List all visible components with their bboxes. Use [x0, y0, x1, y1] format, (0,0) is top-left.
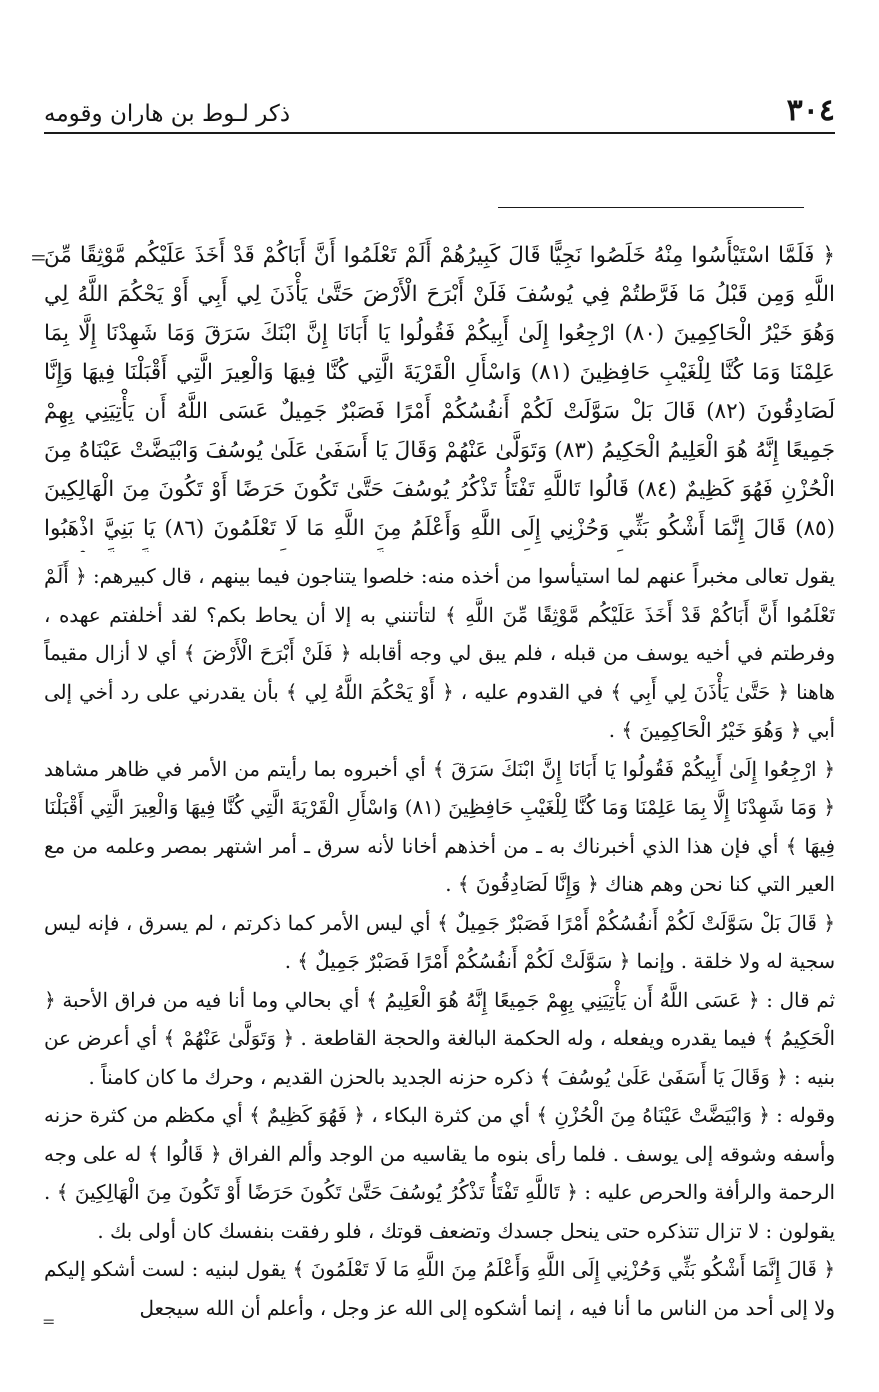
margin-mark-top: = — [30, 245, 47, 269]
page-number: ٣٠٤ — [786, 93, 835, 128]
commentary-paragraph-1: يقول تعالى مخبراً عنهم لما استيأسوا من أخذه منه: خلصوا يتناجون فيما بينهم ، قال كبيرهم: ﴿ أَلَمْ تَعْلَمُوا أَنَّ أَبَاكُمْ قَدْ أَخَذَ عَلَيْكُم مَّوْثِقًا مِّنَ اللَّهِ ﴾ لتأتنني به إلا أن يحاط بكم؟ لقد أخلفتم عهده ، وفرطتم في أخيه يوسف من قبله ، فلم يبق لي وجه أقابله ﴿ فَلَنْ أَبْرَحَ الْأَرْضَ ﴾ أي لا أزال مقيماً هاهنا ﴿ حَتَّىٰ يَأْذَنَ لِي أَبِي ﴾ في القدوم عليه ، ﴿ أَوْ يَحْكُمَ اللَّهُ لِي ﴾ بأن يقدرني على رد أخي إلى أبي ﴿ وَهُوَ خَيْرُ الْحَاكِمِينَ ﴾ . — [44, 565, 835, 742]
commentary-paragraph-3: ﴿ قَالَ بَلْ سَوَّلَتْ لَكُمْ أَنفُسُكُمْ أَمْرًا فَصَبْرٌ جَمِيلٌ ﴾ أي ليس الأمر كما ذكرتم ، لم يسرق ، فإنه ليس سجية له ولا خلقة . وإنما ﴿ سَوَّلَتْ لَكُمْ أَنفُسُكُمْ أَمْرًا فَصَبْرٌ جَمِيلٌ ﴾ . — [44, 911, 835, 973]
commentary-paragraph-4: ثم قال : ﴿ عَسَى اللَّهُ أَن يَأْتِيَنِي بِهِمْ جَمِيعًا إِنَّهُ هُوَ الْعَلِيمُ ﴾ أي بحالي وما أنا فيه من فراق الأحبة ﴿ الْحَكِيمُ ﴾ فيما يقدره ويفعله ، وله الحكمة البالغة والحجة القاطعة . ﴿ وَتَوَلَّىٰ عَنْهُمْ ﴾ أي أعرض عن بنيه : ﴿ وَقَالَ يَا أَسَفَىٰ عَلَىٰ يُوسُفَ ﴾ ذكره حزنه الجديد بالحزن القديم ، وحرك ما كان كامناً . — [44, 988, 835, 1089]
commentary-paragraph-6: ﴿ قَالَ إِنَّمَا أَشْكُو بَثِّي وَحُزْنِي إِلَى اللَّهِ وَأَعْلَمُ مِنَ اللَّهِ مَا لَا تَعْلَمُونَ ﴾ يقول لبنيه : لست أشكو إليكم ولا إلى أحد من الناس ما أنا فيه ، إنما أشكوه إلى الله عز وجل ، وأعلم أن الله سيجعل — [44, 1258, 835, 1320]
section-rule — [498, 207, 804, 208]
commentary-body — [44, 558, 835, 1358]
commentary-paragraph-2: ﴿ ارْجِعُوا إِلَىٰ أَبِيكُمْ فَقُولُوا يَا أَبَانَا إِنَّ ابْنَكَ سَرَقَ ﴾ أي أخبروه بما رأيتم من الأمر في ظاهر مشاهد ﴿ وَمَا شَهِدْنَا إِلَّا بِمَا عَلِمْنَا وَمَا كُنَّا لِلْغَيْبِ حَافِظِينَ (٨١) وَاسْأَلِ الْقَرْيَةَ الَّتِي كُنَّا فِيهَا وَالْعِيرَ الَّتِي أَقْبَلْنَا فِيهَا ﴾ أي فإن هذا الذي أخبرناك به ـ من أخذهم أخانا لأنه سرق ـ أمر اشتهر بمصر وعلمه من مع العير التي كنا نحن وهم هناك ﴿ وَإِنَّا لَصَادِقُونَ ﴾ . — [44, 757, 835, 896]
margin-mark-bottom: = — [42, 1312, 56, 1331]
page-header — [44, 82, 835, 134]
quran-verses-block — [44, 236, 835, 552]
quran-verses-text: ﴿ فَلَمَّا اسْتَيْأَسُوا مِنْهُ خَلَصُوا نَجِيًّا قَالَ كَبِيرُهُمْ أَلَمْ تَعْلَمُوا أَنَّ أَبَاكُمْ قَدْ أَخَذَ عَلَيْكُم مَّوْثِقًا مِّنَ اللَّهِ وَمِن قَبْلُ مَا فَرَّطتُمْ فِي يُوسُفَ فَلَنْ أَبْرَحَ الْأَرْضَ حَتَّىٰ يَأْذَنَ لِي أَبِي أَوْ يَحْكُمَ اللَّهُ لِي وَهُوَ خَيْرُ الْحَاكِمِينَ (٨٠) ارْجِعُوا إِلَىٰ أَبِيكُمْ فَقُولُوا يَا أَبَانَا إِنَّ ابْنَكَ سَرَقَ وَمَا شَهِدْنَا إِلَّا بِمَا عَلِمْنَا وَمَا كُنَّا لِلْغَيْبِ حَافِظِينَ (٨١) وَاسْأَلِ الْقَرْيَةَ الَّتِي كُنَّا فِيهَا وَالْعِيرَ الَّتِي أَقْبَلْنَا فِيهَا وَإِنَّا لَصَادِقُونَ (٨٢) قَالَ بَلْ سَوَّلَتْ لَكُمْ أَنفُسُكُمْ أَمْرًا فَصَبْرٌ جَمِيلٌ عَسَى اللَّهُ أَن يَأْتِيَنِي بِهِمْ جَمِيعًا إِنَّهُ هُوَ الْعَلِيمُ الْحَكِيمُ (٨٣) وَتَوَلَّىٰ عَنْهُمْ وَقَالَ يَا أَسَفَىٰ عَلَىٰ يُوسُفَ وَابْيَضَّتْ عَيْنَاهُ مِنَ الْحُزْنِ فَهُوَ كَظِيمٌ (٨٤) قَالُوا تَاللَّهِ تَفْتَأُ تَذْكُرُ يُوسُفَ حَتَّىٰ تَكُونَ حَرَضًا أَوْ تَكُونَ مِنَ الْهَالِكِينَ (٨٥) قَالَ إِنَّمَا أَشْكُو بَثِّي وَحُزْنِي إِلَى اللَّهِ وَأَعْلَمُ مِنَ اللَّهِ مَا لَا تَعْلَمُونَ (٨٦) يَا بَنِيَّ اذْهَبُوا — [44, 243, 835, 541]
running-title: ذكر لـوط بن هاران وقومه — [44, 101, 291, 127]
commentary-paragraph-5: وقوله : ﴿ وَابْيَضَّتْ عَيْنَاهُ مِنَ الْحُزْنِ ﴾ أي من كثرة البكاء ، ﴿ فَهُوَ كَظِيمٌ ﴾ أي مكظم من كثرة حزنه وأسفه وشوقه إلى يوسف . فلما رأى بنوه ما يقاسيه من الوجد وألم الفراق ﴿ قَالُوا ﴾ له على وجه الرحمة والرأفة والحرص عليه : ﴿ تَاللَّهِ تَفْتَأُ تَذْكُرُ يُوسُفَ حَتَّىٰ تَكُونَ حَرَضًا أَوْ تَكُونَ مِنَ الْهَالِكِينَ ﴾ . يقولون : لا تزال تتذكره حتى ينحل جسدك وتضعف قوتك ، فلو رفقت بنفسك كان أولى بك . — [44, 1104, 835, 1243]
